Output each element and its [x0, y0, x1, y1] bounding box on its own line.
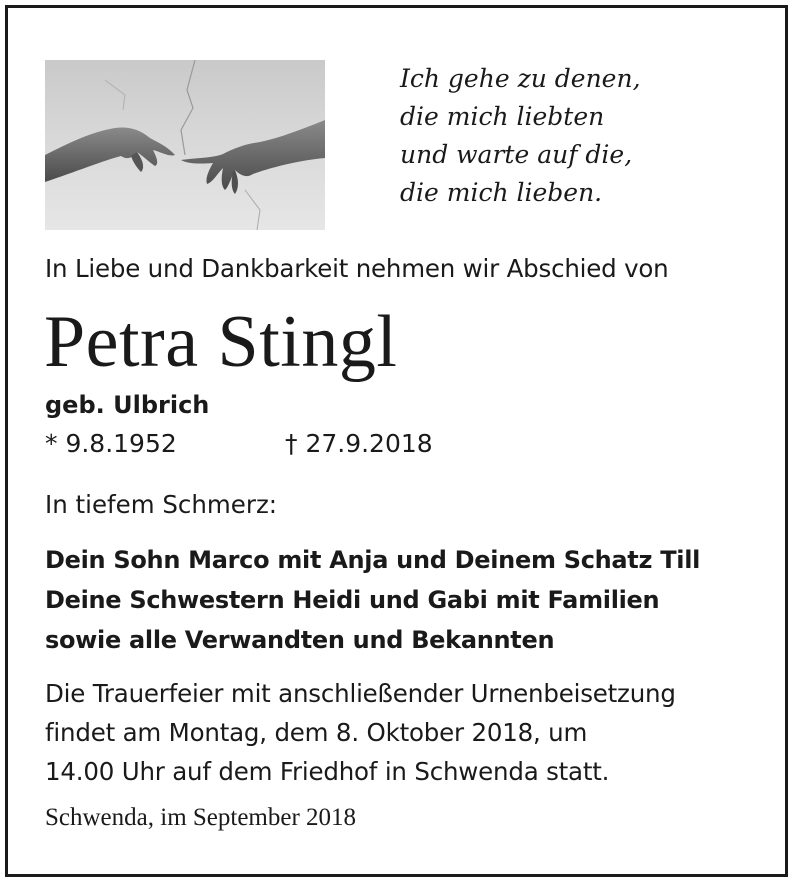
hands-reaching-image	[45, 60, 325, 230]
poem	[400, 60, 641, 212]
service-line: Die Trauerfeier mit anschließender Urnenbeisetzung	[45, 679, 676, 708]
service-line: findet am Montag, dem 8. Oktober 2018, um	[45, 718, 588, 747]
maiden-name: geb. Ulbrich	[45, 391, 210, 419]
deceased-name: Petra Stingl	[44, 301, 398, 383]
poem-line: die mich liebten	[400, 102, 605, 131]
service-details	[45, 674, 676, 791]
poem-line: und warte auf die,	[400, 140, 633, 169]
mourner-line: Deine Schwestern Heidi und Gabi mit Familien	[45, 586, 660, 614]
poem-line: Ich gehe zu denen,	[400, 64, 641, 93]
mourners-list	[45, 540, 700, 660]
place-date: Schwenda, im September 2018	[45, 804, 357, 831]
intro-text: In Liebe und Dankbarkeit nehmen wir Abschied von	[45, 254, 669, 283]
hands-reaching-icon	[45, 60, 325, 230]
birth-date: * 9.8.1952	[45, 429, 177, 458]
mourner-line: Dein Sohn Marco mit Anja und Deinem Schatz Till	[45, 546, 701, 574]
death-date: † 27.9.2018	[285, 429, 433, 458]
service-line: 14.00 Uhr auf dem Friedhof in Schwenda statt.	[45, 757, 610, 786]
poem-line: die mich lieben.	[400, 178, 603, 207]
grief-line: In tiefem Schmerz:	[45, 490, 278, 519]
mourner-line: sowie alle Verwandten und Bekannten	[45, 626, 555, 654]
